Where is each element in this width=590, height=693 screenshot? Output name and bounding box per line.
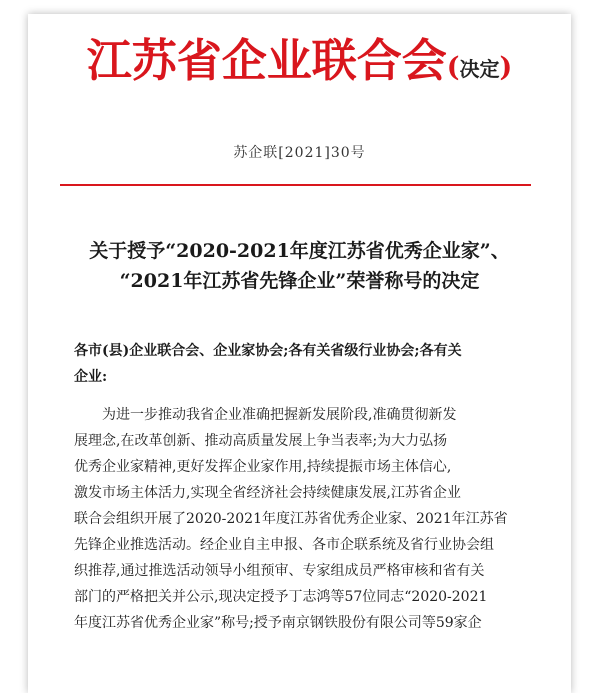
body-paragraph bbox=[74, 402, 544, 636]
document-number: 苏企联[2021]30号 bbox=[233, 145, 366, 161]
doc-type-suffix bbox=[447, 52, 513, 83]
body-line: 部门的严格把关并公示,现决定授予丁志鸿等57位同志“2020-2021 bbox=[74, 589, 488, 605]
body-line: 先锋企业推选活动。经企业自主申报、各市企联系统及省行业协会组 bbox=[74, 537, 494, 553]
title-line-1: 关于授予“2020-2021年度江苏省优秀企业家”、 bbox=[89, 240, 510, 262]
suffix-close: ) bbox=[499, 52, 513, 83]
addressee-line-2: 企业: bbox=[74, 369, 108, 385]
body-line: 展理念,在改革创新、推动高质量发展上争当表率;为大力弘扬 bbox=[74, 433, 448, 449]
suffix-open: ( bbox=[446, 52, 460, 83]
body-line: 织推荐,通过推选活动领导小组预审、专家组成员严格审核和省有关 bbox=[74, 563, 485, 579]
body-line: 年度江苏省优秀企业家”称号;授予南京钢铁股份有限公司等59家企 bbox=[74, 615, 482, 631]
body-line: 优秀企业家精神,更好发挥企业家作用,持续提振市场主体信心, bbox=[74, 459, 452, 475]
doc-type-label: 决定 bbox=[459, 57, 500, 81]
body-line: 联合会组织开展了2020-2021年度江苏省优秀企业家、2021年江苏省 bbox=[74, 511, 508, 527]
addressee bbox=[74, 338, 544, 390]
document-page bbox=[28, 14, 571, 693]
org-name: 江苏省企业联合会 bbox=[86, 34, 447, 87]
masthead bbox=[28, 34, 571, 87]
title-line-2: “2021年江苏省先锋企业”荣誉称号的决定 bbox=[119, 270, 480, 292]
body-line: 为进一步推动我省企业准确把握新发展阶段,准确贯彻新发 bbox=[102, 407, 457, 423]
body-line: 激发市场主体活力,实现全省经济社会持续健康发展,江苏省企业 bbox=[74, 485, 461, 501]
document-title bbox=[46, 236, 553, 296]
red-divider-rule bbox=[60, 184, 531, 186]
addressee-line-1: 各市(县)企业联合会、企业家协会;各有关省级行业协会;各有关 bbox=[74, 343, 462, 359]
